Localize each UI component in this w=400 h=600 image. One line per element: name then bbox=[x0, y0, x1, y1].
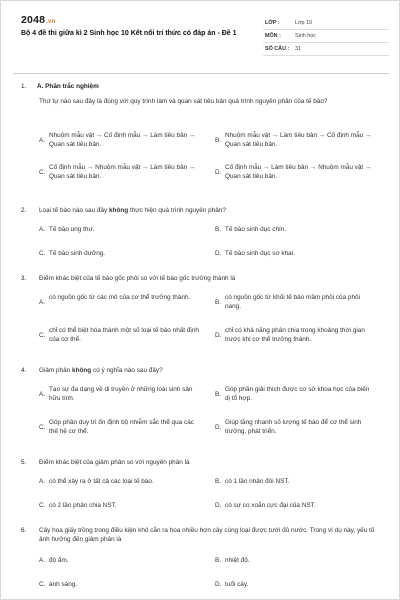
question-emphasis: không bbox=[109, 207, 129, 214]
option-letter: B. bbox=[215, 478, 222, 485]
option-b[interactable] bbox=[215, 132, 385, 152]
question-text: Điểm khác biệt của giảm phân so với nguyên phân là bbox=[39, 459, 190, 466]
option-text: nhiệt độ. bbox=[225, 557, 250, 564]
option-text: có nguồn gốc từ khối tế bào mầm phôi của phôi nang. bbox=[225, 294, 361, 310]
meta-row-question-count bbox=[263, 43, 389, 56]
option-letter: D. bbox=[215, 581, 222, 588]
option-text: Cố định mẫu → Nhuộm mẫu vật → Làm tiêu bản → Quan sát tiêu bản. bbox=[49, 164, 196, 180]
question-text-part: Loại tế bào nào sau đây bbox=[39, 207, 109, 214]
question-text bbox=[39, 367, 383, 376]
question-number: 6. bbox=[21, 527, 27, 534]
option-a[interactable] bbox=[39, 478, 209, 488]
question-text-part: có ý nghĩa nào sau đây? bbox=[91, 367, 163, 374]
option-b[interactable] bbox=[215, 226, 385, 236]
question-number: 5. bbox=[21, 459, 27, 466]
option-text: có 1 lần nhân đôi NST. bbox=[225, 478, 290, 485]
option-d[interactable] bbox=[215, 164, 385, 184]
option-text: có nguồn gốc từ các mô của cơ thể trưởng thành. bbox=[49, 294, 191, 301]
option-letter: D. bbox=[215, 424, 222, 431]
document-title: Bộ 4 đề thi giữa kì 2 Sinh học 10 Kết nối tri thức có đáp án - Đề 1 bbox=[21, 30, 237, 37]
meta-row-subject bbox=[263, 30, 389, 43]
option-text: Tế bào sinh dục chín. bbox=[225, 226, 287, 233]
option-text: Góp phần giải thích được cơ sở khoa học của biến dị tổ hợp. bbox=[225, 386, 370, 402]
question-2 bbox=[21, 207, 383, 216]
option-text: Nhuộm mẫu vật → Làm tiêu bản → Cố định mẫu → Quan sát tiêu bản. bbox=[225, 132, 372, 148]
header-divider bbox=[13, 73, 389, 74]
option-b[interactable] bbox=[215, 478, 385, 488]
option-letter: C. bbox=[39, 424, 46, 431]
meta-value: Lớp 10 bbox=[295, 20, 313, 26]
option-text: Tế bào ung thư. bbox=[49, 226, 95, 233]
option-d[interactable] bbox=[215, 327, 385, 347]
question-number: 4. bbox=[21, 367, 27, 374]
question-5 bbox=[21, 459, 383, 468]
option-letter: B. bbox=[215, 391, 222, 398]
meta-label: MÔN : bbox=[265, 33, 281, 39]
option-d[interactable] bbox=[215, 502, 385, 512]
question-6 bbox=[21, 527, 383, 544]
question-text: Cây hoa giấy trồng trong điều kiện khô cằn ra hoa nhiều hơn cây cùng loại được tưới đủ nước. Trong ví dụ này, yếu tố ảnh hưởng đến giảm phân là bbox=[39, 527, 375, 543]
meta-value: Sinh học bbox=[295, 33, 316, 39]
site-logo[interactable] bbox=[21, 13, 55, 27]
option-letter: C. bbox=[39, 169, 46, 176]
option-c[interactable] bbox=[39, 502, 209, 512]
option-text: tuổi cây. bbox=[225, 581, 249, 588]
option-text: Cố định mẫu → Làm tiêu bản → Nhuộm mẫu vật → Quan sát tiêu bản. bbox=[225, 164, 372, 180]
option-text: Tế bào sinh dục sơ khai. bbox=[225, 250, 295, 257]
option-text: chỉ có khả năng phân chia trong khoảng thời gian trước khi cơ thể trưởng thành. bbox=[225, 327, 365, 343]
option-letter: C. bbox=[39, 250, 46, 257]
option-letter: C. bbox=[39, 332, 46, 339]
question-text-part: thực hiện quá trình nguyên phân? bbox=[128, 207, 226, 214]
option-text: Góp phần duy trì ổn định bộ nhiễm sắc thể qua các thế hệ cơ thể. bbox=[49, 419, 194, 435]
option-d[interactable] bbox=[215, 581, 385, 591]
meta-label: SỐ CÂU : bbox=[265, 46, 290, 52]
option-text: chỉ có thể biệt hóa thành một số loại tế bào nhất định của cơ thể. bbox=[49, 327, 199, 343]
option-text: Tế bào sinh dưỡng. bbox=[49, 250, 106, 257]
logo-main: 2048 bbox=[21, 14, 46, 26]
question-4 bbox=[21, 367, 383, 376]
question-text: Thứ tự nào sau đây là đúng với quy trình làm và quan sát tiêu bản quá trình nguyên phân của tế bào? bbox=[39, 98, 328, 105]
option-b[interactable] bbox=[215, 386, 385, 406]
option-letter: B. bbox=[215, 299, 222, 306]
meta-row-class bbox=[263, 17, 389, 30]
document-header bbox=[13, 11, 389, 67]
question-text-part: Giảm phân bbox=[39, 367, 73, 374]
option-letter: A. bbox=[39, 391, 46, 398]
option-a[interactable] bbox=[39, 132, 209, 152]
question-number: 2. bbox=[21, 207, 27, 214]
option-text: có thể xảy ra ở tất cả các loại tế bào. bbox=[49, 478, 154, 485]
option-letter: B. bbox=[215, 137, 222, 144]
question-text: Điểm khác biệt của tế bào gốc phôi so với tế bào gốc trưởng thành là bbox=[39, 275, 236, 282]
section-number: 1. bbox=[21, 83, 27, 90]
option-letter: B. bbox=[215, 557, 222, 564]
option-a[interactable] bbox=[39, 294, 209, 314]
option-letter: C. bbox=[39, 581, 46, 588]
question-emphasis: không bbox=[72, 367, 92, 374]
option-letter: D. bbox=[215, 332, 222, 339]
option-c[interactable] bbox=[39, 327, 209, 347]
logo-suffix: .vn bbox=[46, 19, 56, 25]
option-c[interactable] bbox=[39, 250, 209, 260]
option-letter: A. bbox=[39, 557, 46, 564]
option-c[interactable] bbox=[39, 581, 209, 591]
option-c[interactable] bbox=[39, 419, 209, 439]
option-letter: B. bbox=[215, 226, 222, 233]
option-text: ánh sáng. bbox=[49, 581, 78, 588]
exam-meta-table bbox=[263, 17, 389, 56]
section-heading bbox=[21, 81, 383, 95]
option-letter: A. bbox=[39, 478, 46, 485]
option-b[interactable] bbox=[215, 557, 385, 567]
option-text: Nhuộm mẫu vật → Cố định mẫu → Làm tiêu bản → Quan sát tiêu bản. bbox=[49, 132, 196, 148]
option-a[interactable] bbox=[39, 386, 209, 406]
option-text: Giúp tăng nhanh số lượng tế bào để cơ thể sinh trưởng, phát triển. bbox=[225, 419, 362, 435]
question-number: 3. bbox=[21, 275, 27, 282]
option-letter: A. bbox=[39, 137, 46, 144]
option-letter: A. bbox=[39, 226, 46, 233]
option-letter: D. bbox=[215, 250, 222, 257]
option-a[interactable] bbox=[39, 557, 209, 567]
option-c[interactable] bbox=[39, 164, 209, 184]
option-d[interactable] bbox=[215, 419, 385, 439]
meta-value: 31 bbox=[295, 46, 301, 52]
option-d[interactable] bbox=[215, 250, 385, 260]
section-title: A. Phần trắc nghiệm bbox=[37, 83, 99, 90]
option-text: Tạo sự đa dạng về di truyền ở những loài sinh sản hữu tính. bbox=[49, 386, 193, 402]
option-letter: C. bbox=[39, 502, 46, 509]
option-letter: A. bbox=[39, 299, 46, 306]
option-text: độ ẩm. bbox=[49, 557, 69, 564]
option-text: có sự co xoắn cực đại của NST. bbox=[225, 502, 316, 509]
option-text: có 2 lần phân chia NST. bbox=[49, 502, 117, 509]
meta-label: LỚP : bbox=[265, 20, 280, 26]
option-letter: D. bbox=[215, 169, 222, 176]
option-letter: D. bbox=[215, 502, 222, 509]
question-text bbox=[39, 207, 383, 216]
question-1 bbox=[21, 98, 383, 107]
option-b[interactable] bbox=[215, 294, 385, 314]
question-3 bbox=[21, 275, 383, 284]
option-a[interactable] bbox=[39, 226, 209, 236]
